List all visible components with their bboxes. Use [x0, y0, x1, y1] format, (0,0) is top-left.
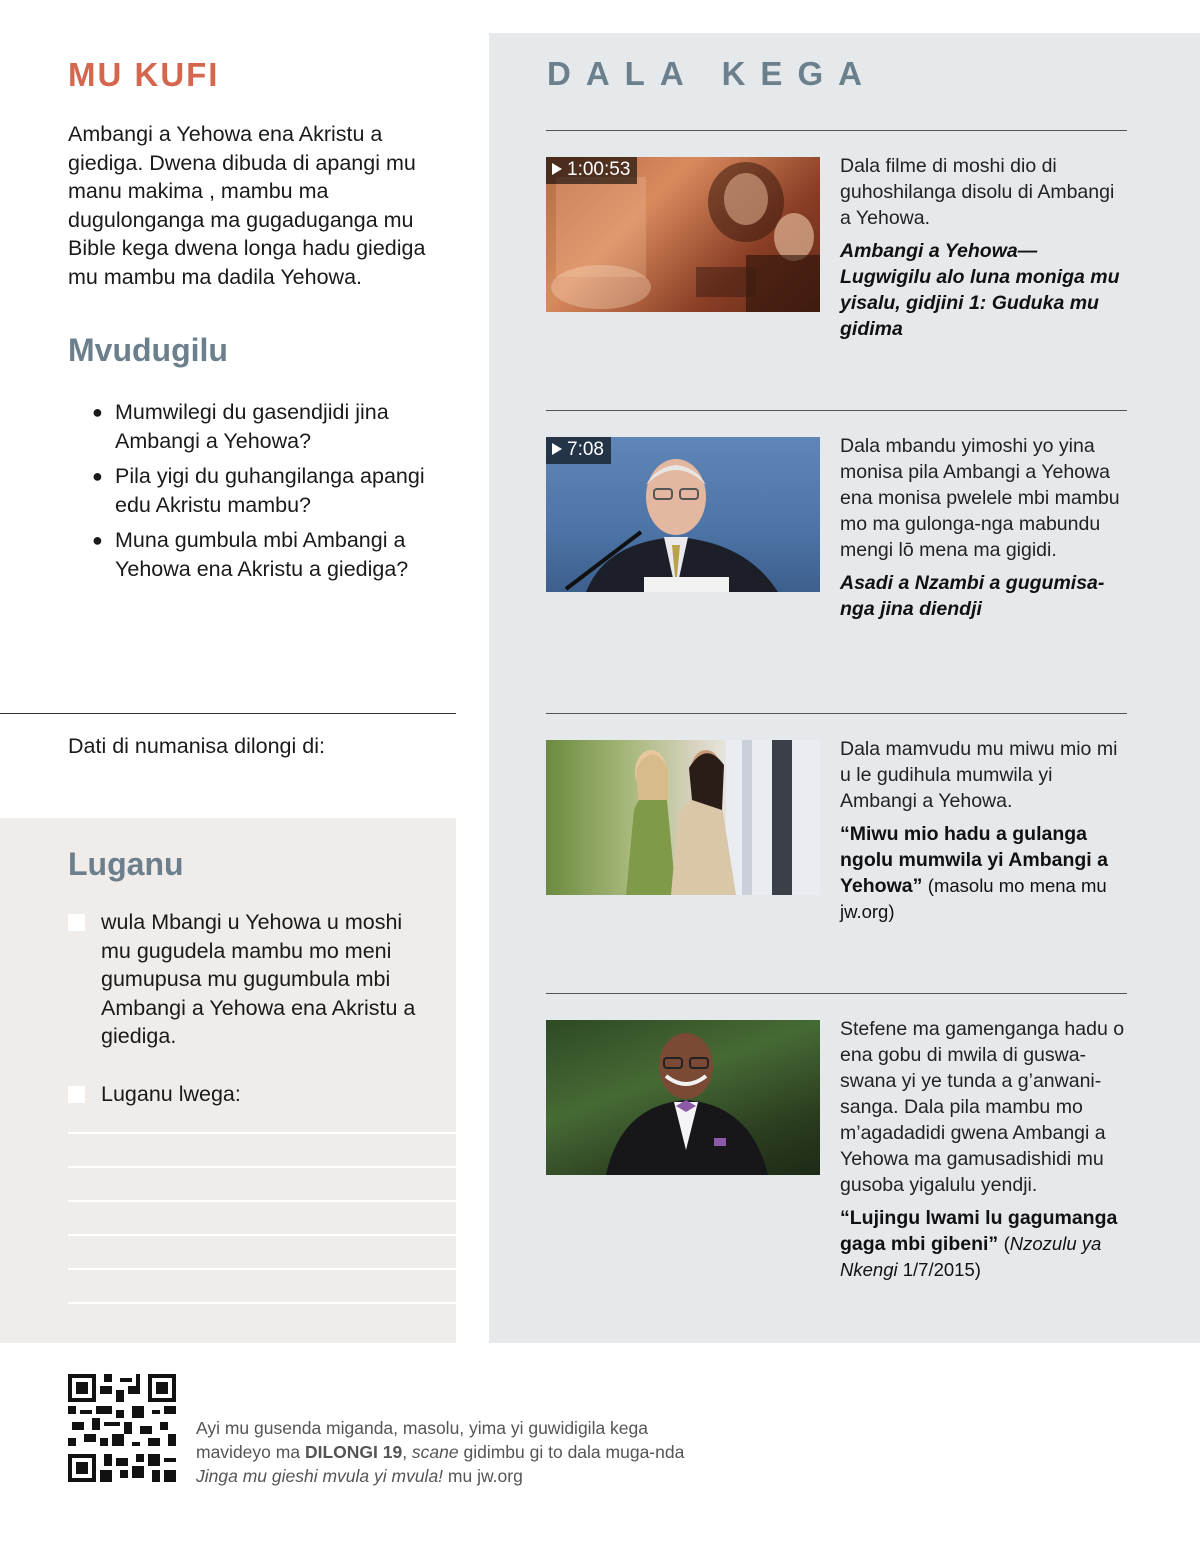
write-line[interactable]	[68, 1132, 456, 1134]
divider	[546, 993, 1127, 994]
list-item	[92, 462, 454, 519]
article-title-link[interactable]: “Lujingu lwami lu gagumanga gaga mbi gibeni”	[840, 1207, 1118, 1255]
questions-list	[92, 398, 454, 590]
duration-text: 7:08	[567, 439, 604, 460]
question-text: Pila yigi du guhangilanga apangi edu Akristu mambu?	[115, 464, 425, 517]
write-line[interactable]	[68, 1234, 456, 1236]
article-title	[840, 821, 1128, 925]
article-title	[840, 1205, 1128, 1283]
bullet-icon: ●	[92, 530, 103, 550]
video-thumbnail[interactable]	[546, 157, 820, 312]
article-source: (masolu mo mena mu jw.org)	[840, 875, 1107, 922]
duration-text: 1:00:53	[567, 159, 631, 180]
checkbox[interactable]	[68, 1086, 85, 1103]
luganu-panel	[0, 818, 456, 1343]
article-thumbnail[interactable]	[546, 1020, 820, 1175]
item-description	[840, 1016, 1128, 1283]
goal-text: Luganu lwega:	[101, 1082, 241, 1106]
bullet-icon: ●	[92, 466, 103, 486]
question-text: Mumwilegi du gasendjidi jina Ambangi a Yehowa?	[115, 400, 389, 453]
question-text: Muna gumbula mbi Ambangi a Yehowa ena Akristu a giediga?	[115, 528, 409, 581]
duration-badge	[546, 157, 637, 184]
article-title-link[interactable]: “Miwu mio hadu a gulanga ngolu mumwila yi Ambangi a Yehowa”	[840, 823, 1108, 897]
list-item	[92, 526, 454, 583]
write-line[interactable]	[68, 1302, 456, 1304]
write-line[interactable]	[68, 1166, 456, 1168]
video-title-link[interactable]: Asadi a Nzambi a gugumisa-nga jina diendji	[840, 572, 1105, 620]
write-line[interactable]	[68, 1200, 456, 1202]
section-title-luganu: Luganu	[68, 846, 184, 882]
description-text: Stefene ma gamenganga hadu o ena gobu di mwila di guswa-swana yi ye tunda a g’anwani-sanga. Dala pila mambu mo m’agadadidi gwena Ambangi a Yehowa ma gamusadishidi mu gusoba yigalulu yendji.	[840, 1018, 1125, 1196]
stefene-image	[546, 1020, 820, 1175]
completion-date-label: Dati di numanisa dilongi di:	[68, 734, 325, 758]
divider	[546, 713, 1127, 714]
play-icon	[552, 443, 562, 455]
goal-item	[68, 908, 438, 1051]
play-icon	[552, 163, 562, 175]
bullet-icon: ●	[92, 402, 103, 422]
divider	[0, 713, 456, 714]
divider	[546, 410, 1127, 411]
list-item	[92, 398, 454, 455]
item-description	[840, 433, 1128, 622]
article-source: (Nzozulu ya Nkengi 1/7/2015)	[840, 1233, 1102, 1280]
description-text: Dala mamvudu mu miwu mio mi u le gudihula mumwila yi Ambangi a Yehowa.	[840, 738, 1118, 812]
item-description	[840, 736, 1128, 925]
description-text: Dala mbandu yimoshi yo yina monisa pila Ambangi a Yehowa ena monisa pwelele mbi mambu mo ma gulonga-nga mabundu mengi lō mena ma gigidi.	[840, 435, 1120, 561]
article-thumbnail[interactable]	[546, 740, 820, 895]
duration-badge	[546, 437, 611, 464]
video-thumbnail[interactable]	[546, 437, 820, 592]
write-line[interactable]	[68, 1268, 456, 1270]
section-title-mvudugilu: Mvudugilu	[68, 332, 228, 368]
qr-code-icon[interactable]	[68, 1374, 176, 1482]
video-title-link[interactable]: Ambangi a Yehowa—Lugwigilu alo luna moniga mu yisalu, gidjini 1: Guduka mu gidima	[840, 240, 1120, 340]
checkbox[interactable]	[68, 914, 85, 931]
section-title-dala-kega: DALA KEGA	[547, 55, 877, 92]
footer-note: Ayi mu gusenda miganda, masolu, yima yi guwidigila kega mavideyo ma DILONGI 19, scane gidimbu gi to dala muga-nda Jinga mu gieshi mvula yi mvula! mu jw.org	[196, 1418, 685, 1486]
door-to-door-image	[546, 740, 820, 895]
section-title-mu-kufi: MU KUFI	[68, 56, 220, 93]
left-column	[0, 0, 456, 1343]
item-description	[840, 153, 1128, 342]
intro-paragraph: Ambangi a Yehowa ena Akristu a giediga. Dwena dibuda di apangi mu manu makima , mambu ma dugulonganga ma gugaduganga mu Bible kega dwena longa hadu giediga mu mambu ma dadila Yehowa.	[68, 122, 426, 289]
divider	[546, 130, 1127, 131]
goal-text: wula Mbangi u Yehowa u moshi mu gugudela mambu mo meni gumupusa mu gugumbula mbi Ambangi a Yehowa ena Akristu a giediga.	[101, 910, 416, 1048]
goal-item-other	[68, 1080, 438, 1109]
description-text: Dala filme di moshi dio di guhoshilanga disolu di Ambangi a Yehowa.	[840, 155, 1115, 229]
dala-kega-panel	[489, 33, 1200, 1343]
